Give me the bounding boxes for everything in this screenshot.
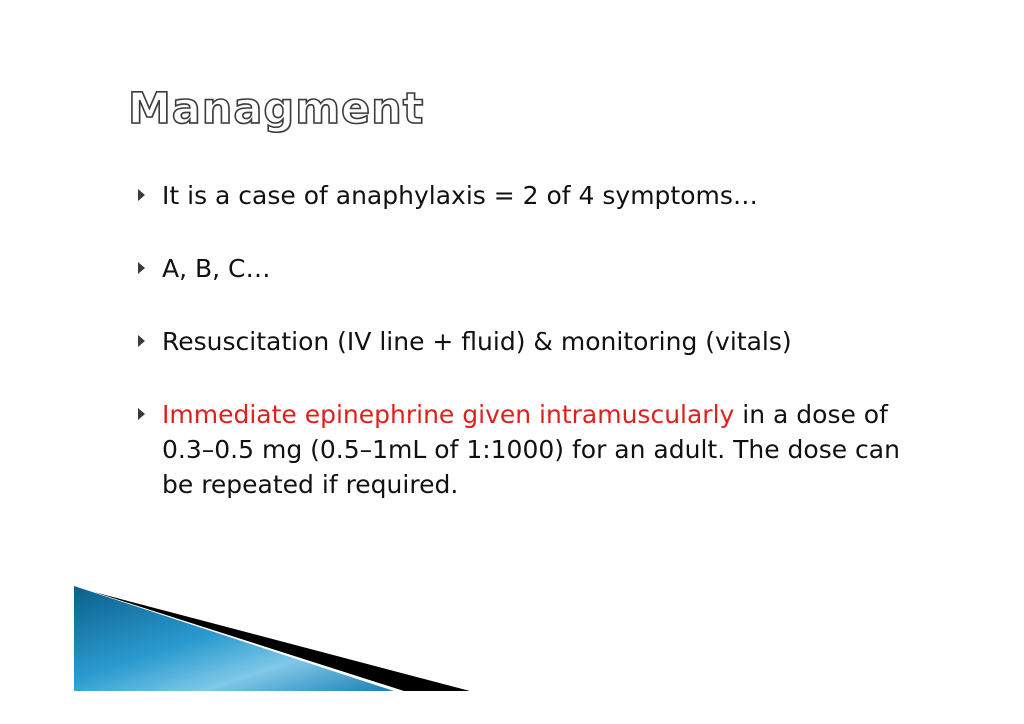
bullet-list — [134, 178, 914, 540]
bullet-item-1 — [134, 178, 914, 213]
slide-title: Managment — [128, 84, 425, 134]
bullet-arrow-icon — [138, 262, 145, 274]
bullet-text: Resuscitation (IV line + fluid) & monitoring (vitals) — [162, 327, 792, 356]
bullet-text: in a dose of 0.3–0.5 mg (0.5–1mL of 1:1000) for an adult. The dose can be repeated if required. — [162, 400, 900, 499]
bullet-arrow-icon — [138, 335, 145, 347]
bullet-text: It is a case of anaphylaxis = 2 of 4 symptoms… — [162, 181, 758, 210]
bullet-text: A, B, C… — [162, 254, 271, 283]
bullet-item-2 — [134, 251, 914, 286]
corner-decoration — [74, 586, 474, 692]
bullet-highlight-text: Immediate epinephrine given intramuscularly — [162, 400, 735, 429]
blue-wedge-shape — [74, 586, 394, 691]
bullet-item-3 — [134, 324, 914, 359]
bullet-item-4 — [134, 397, 914, 502]
bullet-arrow-icon — [138, 408, 145, 420]
bullet-arrow-icon — [138, 189, 145, 201]
